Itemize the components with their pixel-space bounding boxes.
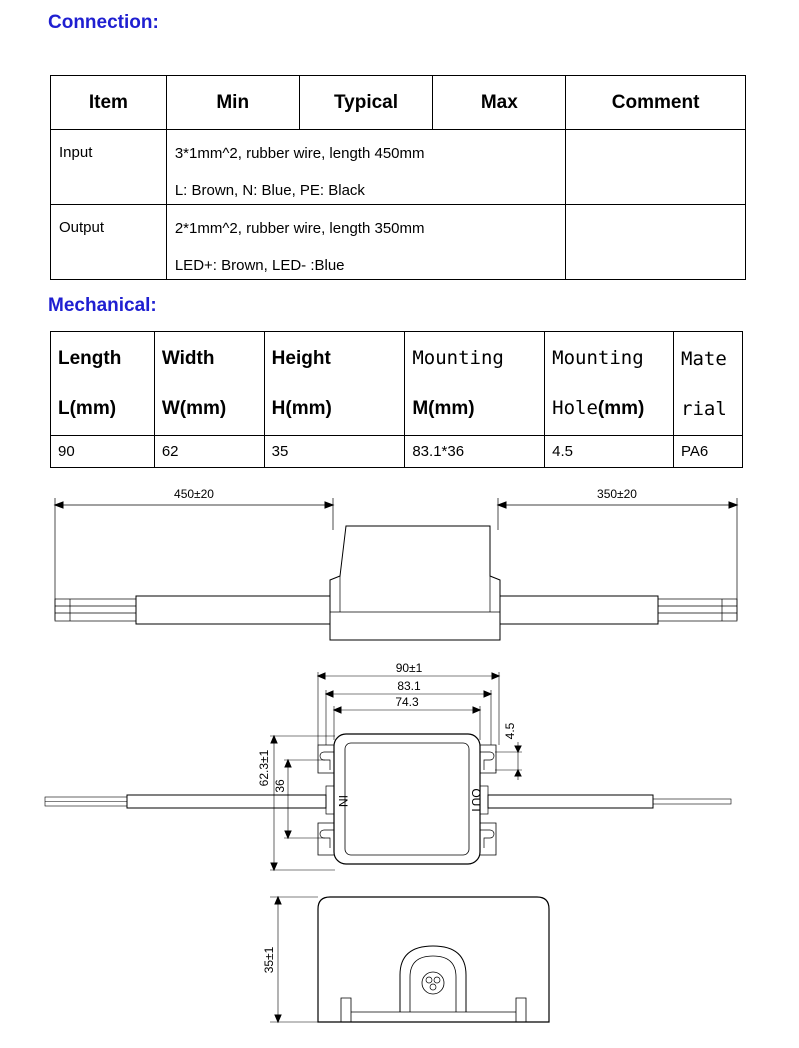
mechanical-header-row: [51, 332, 743, 436]
connection-title: Connection:: [48, 12, 159, 33]
row-comment: [566, 130, 746, 205]
col-header-item: Item: [51, 76, 167, 130]
end-view: [270, 897, 549, 1022]
col-header-mounting-hole: Mounting Hole(mm): [545, 332, 674, 436]
description-line: 2*1mm^2, rubber wire, length 350mm: [174, 220, 425, 237]
value-mounting: 83.1*36: [405, 436, 545, 468]
in-label: IN: [336, 795, 350, 807]
input-wire-length-label: 450±20: [174, 487, 214, 501]
col-header-material: Mate rial: [674, 332, 743, 436]
col-header-width: Width W(mm): [154, 332, 264, 436]
output-wire-length-label: 350±20: [597, 487, 637, 501]
side-view: [55, 498, 737, 640]
mounting-width-label: 36: [273, 779, 287, 793]
value-length: 90: [51, 436, 155, 468]
value-height: 35: [264, 436, 405, 468]
top-view: [45, 672, 731, 870]
overall-length-label: 90±1: [395, 661, 423, 675]
value-mounting-hole: 4.5: [545, 436, 674, 468]
mounting-length-label: 83.1: [397, 679, 421, 693]
table-row: [51, 436, 743, 468]
col-header-mounting: Mounting M(mm): [405, 332, 545, 436]
row-item: Output: [51, 205, 167, 280]
col-header-min: Min: [166, 76, 299, 130]
description-line: L: Brown, N: Blue, PE: Black: [174, 182, 365, 199]
mechanical-table: [50, 331, 743, 468]
col-header-length: Length L(mm): [51, 332, 155, 436]
col-header-max: Max: [433, 76, 566, 130]
table-row: [51, 130, 746, 205]
mechanical-title: Mechanical:: [48, 295, 157, 316]
value-width: 62: [154, 436, 264, 468]
col-header-typical: Typical: [299, 76, 433, 130]
col-header-comment: Comment: [566, 76, 746, 130]
body-length-label: 74.3: [395, 695, 419, 709]
description-line: 3*1mm^2, rubber wire, length 450mm: [174, 145, 425, 162]
mechanical-drawing: [0, 470, 799, 1048]
out-label: OUT: [469, 788, 483, 814]
value-material: PA6: [674, 436, 743, 468]
col-header-height: Height H(mm): [264, 332, 405, 436]
row-item: Input: [51, 130, 167, 205]
connection-header-row: [51, 76, 746, 130]
table-row: [51, 205, 746, 280]
hole-size-label: 4.5: [503, 722, 517, 740]
overall-width-label: 62.3±1: [257, 749, 271, 787]
row-comment: [566, 205, 746, 280]
description-line: LED+: Brown, LED- :Blue: [174, 257, 345, 274]
row-description: [166, 130, 565, 205]
row-description: [166, 205, 565, 280]
height-label: 35±1: [262, 946, 276, 974]
connection-table: [50, 75, 746, 280]
